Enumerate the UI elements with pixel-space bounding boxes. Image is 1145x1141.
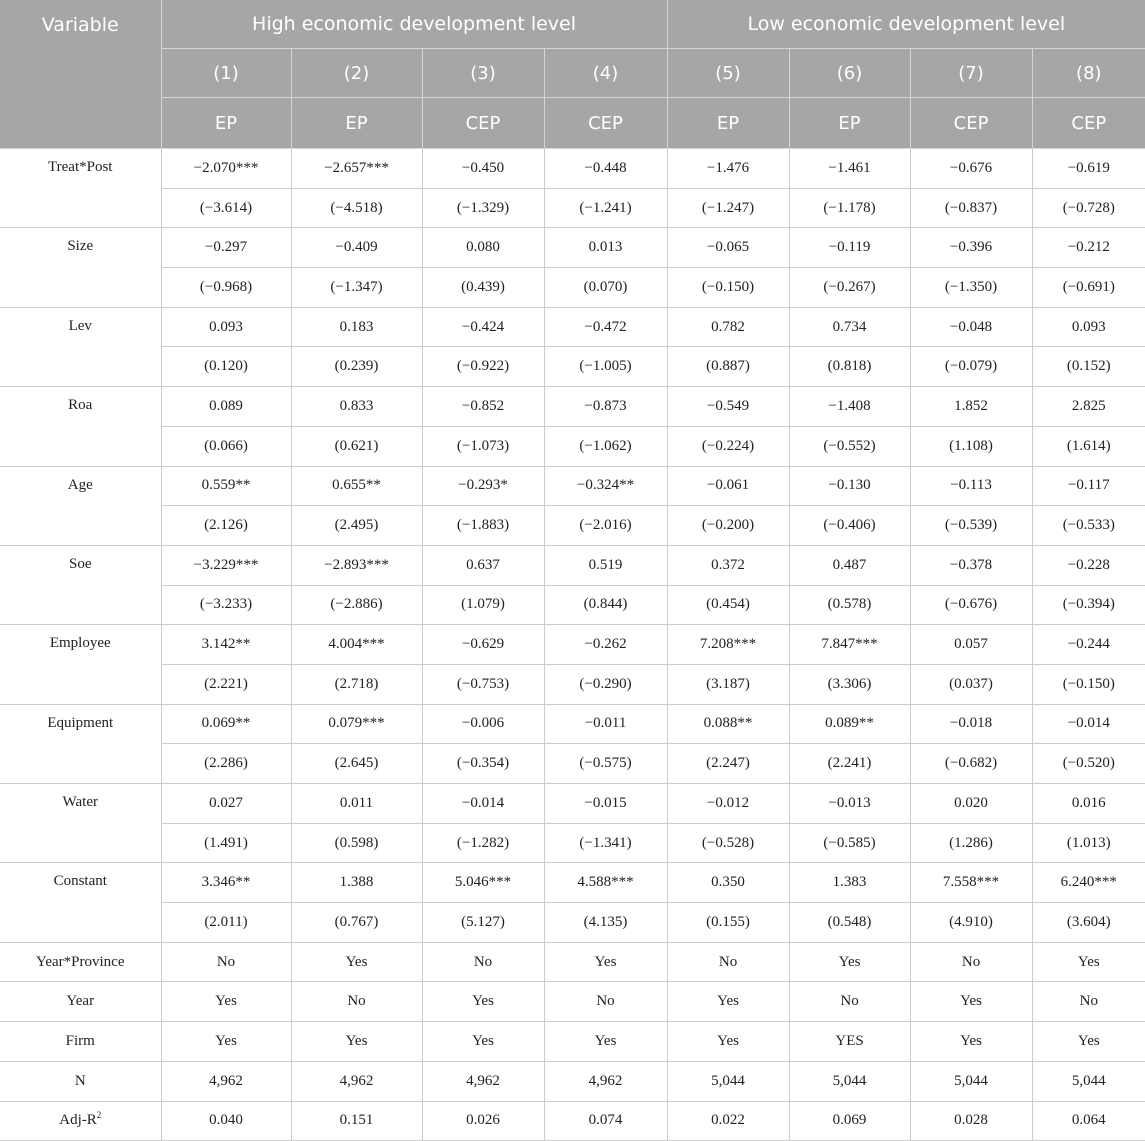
row-label: Constant <box>0 863 161 942</box>
coefficient-cell: 0.350 <box>667 863 789 903</box>
statistic-cell: 4,962 <box>544 1061 667 1101</box>
t-statistic-cell: (−2.886) <box>291 585 422 625</box>
coefficient-cell: 0.093 <box>161 307 291 347</box>
coefficient-cell: 0.057 <box>910 625 1032 665</box>
t-statistic-cell: (2.645) <box>291 744 422 784</box>
coefficient-cell: −0.113 <box>910 466 1032 506</box>
t-statistic-cell: (0.844) <box>544 585 667 625</box>
t-statistic-row <box>0 664 1145 704</box>
coefficient-cell: 7.847*** <box>789 625 910 665</box>
statistic-row <box>0 1101 1145 1141</box>
t-statistic-cell: (−0.267) <box>789 268 910 308</box>
t-statistic-cell: (2.495) <box>291 506 422 546</box>
coefficient-cell: −1.408 <box>789 387 910 427</box>
t-statistic-cell: (0.548) <box>789 903 910 943</box>
t-statistic-cell: (0.239) <box>291 347 422 387</box>
t-statistic-cell: (1.079) <box>422 585 544 625</box>
coefficient-cell: −3.229*** <box>161 545 291 585</box>
coefficient-cell: −0.012 <box>667 784 789 824</box>
t-statistic-row <box>0 347 1145 387</box>
t-statistic-cell: (−3.614) <box>161 188 291 228</box>
row-label-text: N <box>74 1072 86 1089</box>
t-statistic-cell: (−3.233) <box>161 585 291 625</box>
row-label: Size <box>0 228 161 307</box>
dependent-variable: CEP <box>422 98 544 149</box>
statistic-cell: Yes <box>544 1022 667 1062</box>
t-statistic-cell: (−0.753) <box>422 664 544 704</box>
coefficient-cell: 6.240*** <box>1032 863 1145 903</box>
coefficient-cell: 3.142** <box>161 625 291 665</box>
coefficient-cell: −2.893*** <box>291 545 422 585</box>
statistic-cell: 0.026 <box>422 1101 544 1141</box>
statistic-cell: 0.064 <box>1032 1101 1145 1141</box>
t-statistic-cell: (−0.837) <box>910 188 1032 228</box>
t-statistic-cell: (−1.005) <box>544 347 667 387</box>
row-label <box>0 982 161 1022</box>
row-label-text: Year*Province <box>36 953 125 970</box>
t-statistic-cell: (−0.200) <box>667 506 789 546</box>
coefficient-cell: −0.409 <box>291 228 422 268</box>
t-statistic-cell: (0.767) <box>291 903 422 943</box>
t-statistic-cell: (3.187) <box>667 664 789 704</box>
row-label: Equipment <box>0 704 161 783</box>
t-statistic-cell: (1.614) <box>1032 426 1145 466</box>
statistic-cell: Yes <box>667 982 789 1022</box>
coefficient-cell: −0.130 <box>789 466 910 506</box>
coefficient-cell: −0.448 <box>544 149 667 189</box>
statistic-cell: 5,044 <box>910 1061 1032 1101</box>
t-statistic-cell: (−0.539) <box>910 506 1032 546</box>
statistic-cell: Yes <box>1032 1022 1145 1062</box>
dependent-variable: CEP <box>544 98 667 149</box>
t-statistic-cell: (4.135) <box>544 903 667 943</box>
statistic-cell: Yes <box>291 1022 422 1062</box>
t-statistic-cell: (−1.178) <box>789 188 910 228</box>
t-statistic-cell: (2.247) <box>667 744 789 784</box>
t-statistic-cell: (0.066) <box>161 426 291 466</box>
column-number: (6) <box>789 49 910 98</box>
statistic-row <box>0 1061 1145 1101</box>
t-statistic-cell: (5.127) <box>422 903 544 943</box>
dependent-variable: EP <box>161 98 291 149</box>
statistic-cell: YES <box>789 1022 910 1062</box>
t-statistic-cell: (−1.883) <box>422 506 544 546</box>
statistic-cell: 5,044 <box>667 1061 789 1101</box>
t-statistic-cell: (1.013) <box>1032 823 1145 863</box>
coefficient-cell: 0.011 <box>291 784 422 824</box>
t-statistic-cell: (−1.347) <box>291 268 422 308</box>
row-label: Lev <box>0 307 161 386</box>
coefficient-cell: −0.015 <box>544 784 667 824</box>
dependent-variable: EP <box>667 98 789 149</box>
coefficient-cell: 0.487 <box>789 545 910 585</box>
coefficient-cell: −0.378 <box>910 545 1032 585</box>
t-statistic-row <box>0 744 1145 784</box>
row-label-superscript: 2 <box>96 1110 102 1121</box>
row-label: Roa <box>0 387 161 466</box>
statistic-cell: Yes <box>161 982 291 1022</box>
t-statistic-cell: (0.818) <box>789 347 910 387</box>
t-statistic-cell: (−0.528) <box>667 823 789 863</box>
t-statistic-cell: (0.120) <box>161 347 291 387</box>
t-statistic-row <box>0 823 1145 863</box>
coefficient-cell: 0.782 <box>667 307 789 347</box>
group-header-low: Low economic development level <box>667 0 1145 49</box>
t-statistic-cell: (−0.354) <box>422 744 544 784</box>
coefficient-cell: −0.061 <box>667 466 789 506</box>
row-label: Treat*Post <box>0 149 161 228</box>
t-statistic-cell: (0.439) <box>422 268 544 308</box>
column-number: (7) <box>910 49 1032 98</box>
coefficient-cell: −0.018 <box>910 704 1032 744</box>
dependent-variable: CEP <box>910 98 1032 149</box>
coefficient-cell: 0.372 <box>667 545 789 585</box>
coefficient-cell: −0.450 <box>422 149 544 189</box>
row-label-text: Adj-R <box>59 1112 97 1129</box>
statistic-cell: Yes <box>422 982 544 1022</box>
t-statistic-cell: (0.155) <box>667 903 789 943</box>
coefficient-cell: −0.619 <box>1032 149 1145 189</box>
t-statistic-cell: (−4.518) <box>291 188 422 228</box>
t-statistic-cell: (−0.520) <box>1032 744 1145 784</box>
statistic-cell: 0.040 <box>161 1101 291 1141</box>
coefficient-row <box>0 704 1145 744</box>
coefficient-cell: 0.027 <box>161 784 291 824</box>
t-statistic-cell: (−0.150) <box>667 268 789 308</box>
t-statistic-cell: (1.286) <box>910 823 1032 863</box>
t-statistic-cell: (−0.394) <box>1032 585 1145 625</box>
column-number: (1) <box>161 49 291 98</box>
coefficient-cell: −0.006 <box>422 704 544 744</box>
coefficient-cell: 3.346** <box>161 863 291 903</box>
t-statistic-row <box>0 903 1145 943</box>
t-statistic-cell: (−0.585) <box>789 823 910 863</box>
t-statistic-cell: (−0.676) <box>910 585 1032 625</box>
statistic-cell: Yes <box>910 982 1032 1022</box>
t-statistic-cell: (−1.247) <box>667 188 789 228</box>
t-statistic-cell: (0.070) <box>544 268 667 308</box>
statistic-cell: 5,044 <box>1032 1061 1145 1101</box>
coefficient-cell: −0.629 <box>422 625 544 665</box>
t-statistic-cell: (2.221) <box>161 664 291 704</box>
row-label <box>0 1022 161 1062</box>
coefficient-row <box>0 466 1145 506</box>
t-statistic-cell: (−0.968) <box>161 268 291 308</box>
statistic-cell: 4,962 <box>291 1061 422 1101</box>
t-statistic-cell: (−0.533) <box>1032 506 1145 546</box>
coefficient-cell: −0.396 <box>910 228 1032 268</box>
t-statistic-cell: (4.910) <box>910 903 1032 943</box>
t-statistic-cell: (−1.329) <box>422 188 544 228</box>
coefficient-cell: −2.070*** <box>161 149 291 189</box>
coefficient-cell: −0.117 <box>1032 466 1145 506</box>
coefficient-cell: −0.011 <box>544 704 667 744</box>
column-number: (2) <box>291 49 422 98</box>
coefficient-row <box>0 545 1145 585</box>
statistic-cell: No <box>291 982 422 1022</box>
statistic-cell: 0.074 <box>544 1101 667 1141</box>
group-header-high: High economic development level <box>161 0 667 49</box>
t-statistic-row <box>0 188 1145 228</box>
coefficient-cell: 0.093 <box>1032 307 1145 347</box>
coefficient-cell: 0.080 <box>422 228 544 268</box>
coefficient-cell: 7.558*** <box>910 863 1032 903</box>
coefficient-cell: 0.833 <box>291 387 422 427</box>
row-label: Soe <box>0 545 161 624</box>
coefficient-cell: 1.383 <box>789 863 910 903</box>
row-label <box>0 1061 161 1101</box>
statistic-cell: Yes <box>544 942 667 982</box>
coefficient-cell: 0.734 <box>789 307 910 347</box>
row-label: Water <box>0 784 161 863</box>
statistic-cell: No <box>910 942 1032 982</box>
row-label: Employee <box>0 625 161 704</box>
t-statistic-cell: (1.491) <box>161 823 291 863</box>
coefficient-cell: −0.244 <box>1032 625 1145 665</box>
coefficient-cell: 4.004*** <box>291 625 422 665</box>
statistic-cell: No <box>544 982 667 1022</box>
t-statistic-cell: (−1.341) <box>544 823 667 863</box>
t-statistic-cell: (2.126) <box>161 506 291 546</box>
t-statistic-cell: (−1.062) <box>544 426 667 466</box>
column-number: (8) <box>1032 49 1145 98</box>
t-statistic-cell: (2.286) <box>161 744 291 784</box>
table-header <box>0 0 1145 149</box>
coefficient-cell: −0.549 <box>667 387 789 427</box>
t-statistic-row <box>0 506 1145 546</box>
statistic-cell: No <box>161 942 291 982</box>
coefficient-cell: 1.852 <box>910 387 1032 427</box>
coefficient-cell: −0.048 <box>910 307 1032 347</box>
column-number-row <box>0 49 1145 98</box>
statistic-cell: No <box>667 942 789 982</box>
column-number: (4) <box>544 49 667 98</box>
coefficient-cell: 5.046*** <box>422 863 544 903</box>
coefficient-cell: 0.089** <box>789 704 910 744</box>
coefficient-cell: −0.676 <box>910 149 1032 189</box>
t-statistic-cell: (0.578) <box>789 585 910 625</box>
t-statistic-cell: (0.887) <box>667 347 789 387</box>
coefficient-cell: −2.657*** <box>291 149 422 189</box>
t-statistic-cell: (1.108) <box>910 426 1032 466</box>
coefficient-cell: 0.183 <box>291 307 422 347</box>
column-number: (3) <box>422 49 544 98</box>
coefficient-cell: 1.388 <box>291 863 422 903</box>
coefficient-cell: −0.262 <box>544 625 667 665</box>
t-statistic-cell: (−1.282) <box>422 823 544 863</box>
t-statistic-cell: (2.011) <box>161 903 291 943</box>
t-statistic-cell: (−1.241) <box>544 188 667 228</box>
dependent-variable-row <box>0 98 1145 149</box>
coefficient-cell: −0.212 <box>1032 228 1145 268</box>
t-statistic-cell: (0.621) <box>291 426 422 466</box>
column-number: (5) <box>667 49 789 98</box>
coefficient-cell: 0.069** <box>161 704 291 744</box>
t-statistic-cell: (−0.691) <box>1032 268 1145 308</box>
t-statistic-cell: (−1.073) <box>422 426 544 466</box>
t-statistic-cell: (−2.016) <box>544 506 667 546</box>
row-label: Age <box>0 466 161 545</box>
t-statistic-cell: (−0.150) <box>1032 664 1145 704</box>
coefficient-cell: −1.461 <box>789 149 910 189</box>
coefficient-cell: −0.293* <box>422 466 544 506</box>
statistic-cell: No <box>789 982 910 1022</box>
coefficient-cell: −0.324** <box>544 466 667 506</box>
t-statistic-row <box>0 585 1145 625</box>
dependent-variable: EP <box>291 98 422 149</box>
coefficient-cell: 7.208*** <box>667 625 789 665</box>
statistic-cell: 4,962 <box>422 1061 544 1101</box>
coefficient-cell: −0.297 <box>161 228 291 268</box>
statistic-cell: Yes <box>161 1022 291 1062</box>
row-label-text: Firm <box>65 1032 95 1049</box>
t-statistic-cell: (2.718) <box>291 664 422 704</box>
t-statistic-cell: (0.454) <box>667 585 789 625</box>
coefficient-cell: 0.013 <box>544 228 667 268</box>
coefficient-cell: −0.065 <box>667 228 789 268</box>
coefficient-cell: 2.825 <box>1032 387 1145 427</box>
statistic-cell: 0.022 <box>667 1101 789 1141</box>
coefficient-cell: 0.637 <box>422 545 544 585</box>
coefficient-cell: 0.559** <box>161 466 291 506</box>
t-statistic-cell: (2.241) <box>789 744 910 784</box>
coefficient-cell: −0.424 <box>422 307 544 347</box>
coefficient-row <box>0 387 1145 427</box>
statistic-row <box>0 942 1145 982</box>
coefficient-cell: 0.088** <box>667 704 789 744</box>
t-statistic-cell: (3.306) <box>789 664 910 704</box>
statistic-cell: Yes <box>422 1022 544 1062</box>
coefficient-cell: −0.228 <box>1032 545 1145 585</box>
coefficient-cell: 0.020 <box>910 784 1032 824</box>
t-statistic-row <box>0 426 1145 466</box>
t-statistic-cell: (−0.406) <box>789 506 910 546</box>
statistic-cell: No <box>422 942 544 982</box>
statistic-cell: 4,962 <box>161 1061 291 1101</box>
t-statistic-cell: (−0.682) <box>910 744 1032 784</box>
t-statistic-cell: (−0.290) <box>544 664 667 704</box>
statistic-cell: No <box>1032 982 1145 1022</box>
coefficient-cell: 4.588*** <box>544 863 667 903</box>
variable-header: Variable <box>0 0 161 149</box>
t-statistic-cell: (0.152) <box>1032 347 1145 387</box>
statistic-row <box>0 982 1145 1022</box>
row-label-text: Year <box>66 993 95 1010</box>
statistic-cell: 0.151 <box>291 1101 422 1141</box>
coefficient-row <box>0 784 1145 824</box>
t-statistic-row <box>0 268 1145 308</box>
statistic-row <box>0 1022 1145 1062</box>
coefficient-row <box>0 228 1145 268</box>
coefficient-cell: −0.014 <box>1032 704 1145 744</box>
coefficient-cell: 0.079*** <box>291 704 422 744</box>
statistic-cell: Yes <box>789 942 910 982</box>
statistic-cell: 0.028 <box>910 1101 1032 1141</box>
coefficient-cell: −1.476 <box>667 149 789 189</box>
t-statistic-cell: (−0.079) <box>910 347 1032 387</box>
statistic-cell: Yes <box>1032 942 1145 982</box>
t-statistic-cell: (−0.728) <box>1032 188 1145 228</box>
coefficient-row <box>0 149 1145 189</box>
t-statistic-cell: (0.037) <box>910 664 1032 704</box>
coefficient-row <box>0 307 1145 347</box>
statistic-cell: Yes <box>291 942 422 982</box>
table-body <box>0 149 1145 1141</box>
t-statistic-cell: (−0.552) <box>789 426 910 466</box>
coefficient-cell: −0.472 <box>544 307 667 347</box>
coefficient-cell: −0.014 <box>422 784 544 824</box>
coefficient-cell: 0.089 <box>161 387 291 427</box>
dependent-variable: EP <box>789 98 910 149</box>
t-statistic-cell: (0.598) <box>291 823 422 863</box>
statistic-cell: Yes <box>910 1022 1032 1062</box>
coefficient-row <box>0 625 1145 665</box>
t-statistic-cell: (−0.224) <box>667 426 789 466</box>
coefficient-cell: −0.013 <box>789 784 910 824</box>
t-statistic-cell: (−0.922) <box>422 347 544 387</box>
t-statistic-cell: (−1.350) <box>910 268 1032 308</box>
coefficient-row <box>0 863 1145 903</box>
row-label <box>0 942 161 982</box>
t-statistic-cell: (−0.575) <box>544 744 667 784</box>
coefficient-cell: 0.016 <box>1032 784 1145 824</box>
coefficient-cell: −0.119 <box>789 228 910 268</box>
coefficient-cell: −0.873 <box>544 387 667 427</box>
coefficient-cell: 0.519 <box>544 545 667 585</box>
row-label <box>0 1101 161 1141</box>
coefficient-cell: 0.655** <box>291 466 422 506</box>
coefficient-cell: −0.852 <box>422 387 544 427</box>
statistic-cell: 5,044 <box>789 1061 910 1101</box>
t-statistic-cell: (3.604) <box>1032 903 1145 943</box>
dependent-variable: CEP <box>1032 98 1145 149</box>
statistic-cell: 0.069 <box>789 1101 910 1141</box>
statistic-cell: Yes <box>667 1022 789 1062</box>
